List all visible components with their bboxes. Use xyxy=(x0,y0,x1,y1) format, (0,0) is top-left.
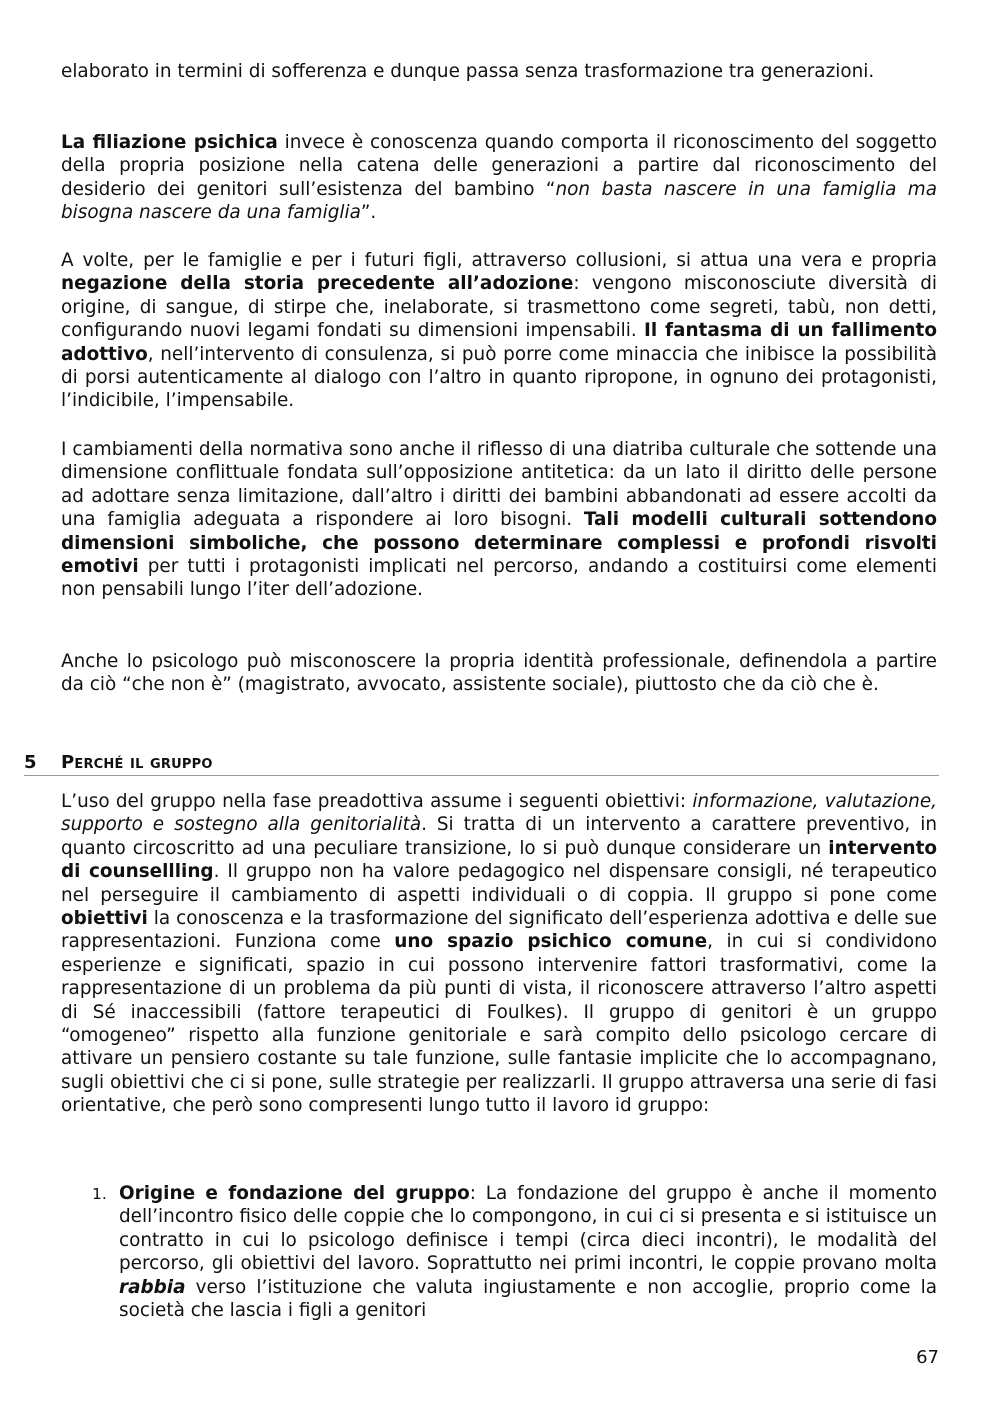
text-run: , in cui si condividono esperienze e significati, spazio in cui possono intervenire fattori trasformativi, come la rappresentazione di un problema da più punti di vista, il riconoscere attraverso l’altro aspetti di Sé inaccessibili (fattore terapeutici di Foulkes). Il gruppo di genitori è un gruppo “omogeneo” rispetto alla funzione genitoriale e sarà compito dello psicologo cercare di attivare un pensiero costante su tale funzione, sulle fantasie implicite che lo accompagnano, sugli obiettivi che ci si pone, sulle strategie per realizzarli. Il gruppo attraversa una serie di fasi orientative, che però sono compresenti lungo tutto il lavoro id gruppo: xyxy=(61,931,937,1117)
bold-run: Origine e fondazione del gruppo xyxy=(119,1183,470,1204)
text-run: : vengono misconosciute diversità di origine, di sangue, di stirpe che, inelaborate, si trasmettono come segreti, tabù, non detti, configurando nuovi legami fondati su dimensioni impensabili. xyxy=(61,273,938,342)
paragraph-6 xyxy=(61,790,937,1118)
bold-run: Tali modelli culturali sottendono dimensioni simboliche, che possono determinare complessi e profondi risvolti emotivi xyxy=(61,509,937,578)
text-run: , nell’intervento di consulenza, si può porre come minaccia che inibisce la possibilità di porsi autenticamente al dialogo con l’altro in quanto ripropone, in ognuno dei protagonisti, l’indicibile, l’impensabile. xyxy=(61,343,937,412)
italic-run: informazione, valutazione, supporto e sostegno alla genitorialità xyxy=(61,791,937,836)
paragraph-2 xyxy=(61,131,937,225)
bold-italic-run xyxy=(119,1277,186,1298)
text-run: L’uso del gruppo nella fase preadottiva assume i seguenti obiettivi: xyxy=(61,791,693,812)
text-run: . Si tratta di un intervento a carattere preventivo, in quanto circoscritto ad una peculiare transizione, lo si può dunque considerare un xyxy=(61,814,937,859)
text-run: elaborato in termini di sofferenza e dunque passa senza trasformazione tra generazioni. xyxy=(61,61,875,82)
bold-run: La filiazione psichica xyxy=(61,132,278,153)
list-item-text xyxy=(119,1182,937,1322)
text-run: la conoscenza e la trasformazione del significato dell’esperienza adottiva e delle sue rappresentazioni. Funziona come xyxy=(61,908,937,953)
text-run: Anche lo psicologo può misconoscere la propria identità professionale, definendola a partire da ciò “che non è” (magistrato, avvocato, assistente sociale), piuttosto che da ciò che è. xyxy=(61,651,937,696)
text-run: I cambiamenti della normativa sono anche il riflesso di una diatriba culturale che sottende una dimensione conflittuale fondata sull’opposizione antitetica: da un lato il diritto delle persone ad adottare senza limitazione, dall’altro i diritti dei bambini abbandonati ad essere accolti da una famiglia adeguata a rispondere ai loro bisogni. xyxy=(61,439,937,531)
bold-run: uno spazio psichico comune xyxy=(394,931,708,953)
emphasis-text: rabbia xyxy=(119,1276,186,1298)
page-number: 67 xyxy=(916,1347,939,1368)
bold-run: negazione della storia precedente all’adozione xyxy=(61,273,574,295)
text-run: verso l’istituzione che valuta ingiustamente e non accoglie, proprio come la società che lascia i figli a genitori xyxy=(119,1276,937,1322)
text-run: : La fondazione del gruppo è anche il momento dell’incontro fisico delle coppie che lo compongono, in cui ci si presenta e si istituisce un contratto in cui lo psicologo definisce i tempi (circa dieci incontri), le modalità del percorso, gli obiettivi del lavoro. Soprattutto nei primi incontri, le coppie provano molta xyxy=(119,1183,937,1275)
text-run: . Il gruppo non ha valore pedagogico nel dispensare consigli, né terapeutico nel perseguire il cambiamento di aspetti individuali o di coppia. Il gruppo si pone come xyxy=(61,861,938,906)
section-title: Perché il gruppo xyxy=(61,752,213,773)
text-run: ”. xyxy=(360,202,377,224)
paragraph-3 xyxy=(61,249,937,413)
italic-run: non basta nascere in una famiglia ma bisogna nascere da una famiglia xyxy=(61,178,937,224)
section-number: 5 xyxy=(24,752,37,773)
paragraph-5 xyxy=(61,650,937,697)
paragraph-4 xyxy=(61,438,937,602)
paragraph-1 xyxy=(61,60,937,83)
section-heading xyxy=(24,751,939,776)
text-run: per tutti i protagonisti implicati nel percorso, andando a costituirsi come elementi non pensabili lungo l’iter dell’adozione. xyxy=(61,556,937,601)
text-run: invece è conoscenza quando comporta il riconoscimento del soggetto della propria posizione nella catena delle generazioni a partire dal riconoscimento del desiderio dei genitori sull’esistenza del bambino “ xyxy=(61,132,937,200)
bold-run: Il fantasma di un fallimento adottivo xyxy=(61,320,937,365)
text-run: A volte, per le famiglie e per i futuri figli, attraverso collusioni, si attua una vera e propria xyxy=(61,250,937,271)
bold-run: obiettivi xyxy=(61,908,148,930)
bold-run: intervento di counsellling xyxy=(61,837,937,883)
list-item-number: 1. xyxy=(92,1185,107,1203)
